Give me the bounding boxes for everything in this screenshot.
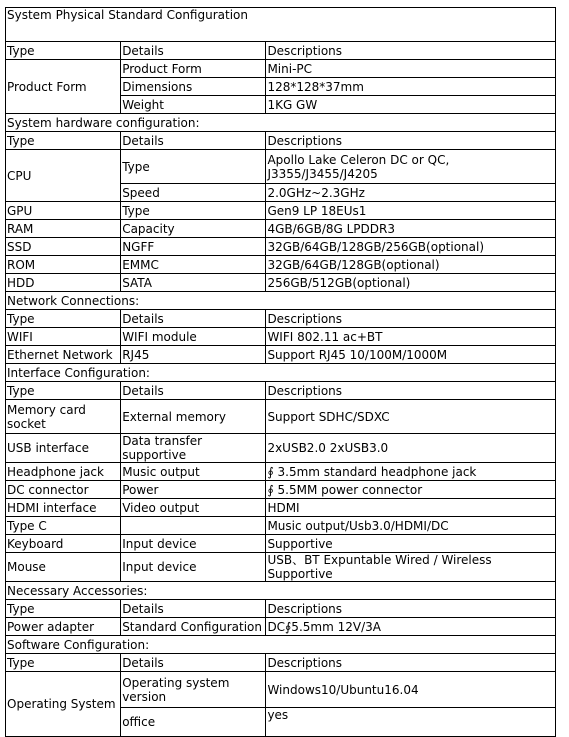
header-row: [6, 600, 556, 618]
spec-description: 2.0GHz~2.3GHz: [266, 184, 556, 202]
spec-detail: Data transfer supportive: [121, 434, 266, 463]
spec-row: [6, 672, 556, 708]
header-row: [6, 382, 556, 400]
spec-type: Product Form: [6, 60, 121, 114]
spec-type: HDMI interface: [6, 499, 121, 517]
spec-type: Headphone jack: [6, 463, 121, 481]
spec-row: [6, 274, 556, 292]
spec-detail: Music output: [121, 463, 266, 481]
spec-description: Windows10/Ubuntu16.04: [266, 672, 556, 708]
header-row: [6, 310, 556, 328]
spec-description: ∮ 5.5MM power connector: [266, 481, 556, 499]
spec-type: Mouse: [6, 553, 121, 582]
spec-type: Keyboard: [6, 535, 121, 553]
spec-detail: Weight: [121, 96, 266, 114]
spec-description: Gen9 LP 18EUs1: [266, 202, 556, 220]
spec-row: [6, 517, 556, 535]
descriptions-header: Descriptions: [266, 382, 556, 400]
spec-description: Support RJ45 10/100M/1000M: [266, 346, 556, 364]
section-heading: System hardware configuration:: [6, 114, 556, 132]
spec-row: [6, 535, 556, 553]
section-heading: Necessary Accessories:: [6, 582, 556, 600]
descriptions-header: Descriptions: [266, 310, 556, 328]
section-heading: Software Configuration:: [6, 636, 556, 654]
spec-description: yes: [266, 708, 556, 737]
details-header: Details: [121, 42, 266, 60]
header-row: [6, 132, 556, 150]
spec-type: CPU: [6, 150, 121, 202]
spec-description: DC∮5.5mm 12V/3A: [266, 618, 556, 636]
spec-type: Type C: [6, 517, 121, 535]
descriptions-header: Descriptions: [266, 654, 556, 672]
spec-detail: Input device: [121, 553, 266, 582]
spec-detail: Standard Configuration: [121, 618, 266, 636]
spec-row: [6, 499, 556, 517]
spec-row: [6, 256, 556, 274]
spec-type: Power adapter: [6, 618, 121, 636]
section-row: [6, 364, 556, 382]
section-heading: Interface Configuration:: [6, 364, 556, 382]
spec-type: USB interface: [6, 434, 121, 463]
details-header: Details: [121, 132, 266, 150]
spec-detail: NGFF: [121, 238, 266, 256]
spec-detail: EMMC: [121, 256, 266, 274]
details-header: Details: [121, 600, 266, 618]
spec-row: [6, 346, 556, 364]
spec-description: Music output/Usb3.0/HDMI/DC: [266, 517, 556, 535]
spec-row: [6, 400, 556, 434]
spec-description: 32GB/64GB/128GB(optional): [266, 256, 556, 274]
type-header: Type: [6, 382, 121, 400]
details-header: Details: [121, 382, 266, 400]
spec-detail: Dimensions: [121, 78, 266, 96]
spec-row: [6, 202, 556, 220]
spec-description: WIFI 802.11 ac+BT: [266, 328, 556, 346]
spec-description: HDMI: [266, 499, 556, 517]
spec-type: HDD: [6, 274, 121, 292]
spec-detail: Speed: [121, 184, 266, 202]
spec-description: Supportive: [266, 535, 556, 553]
spec-description: Support SDHC/SDXC: [266, 400, 556, 434]
spec-detail: Capacity: [121, 220, 266, 238]
spec-row: [6, 220, 556, 238]
spec-detail: WIFI module: [121, 328, 266, 346]
section-heading: Network Connections:: [6, 292, 556, 310]
spec-detail: office: [121, 708, 266, 737]
spec-type: GPU: [6, 202, 121, 220]
spec-detail: Power: [121, 481, 266, 499]
spec-row: [6, 60, 556, 78]
spec-type: Operating System: [6, 672, 121, 737]
spec-detail: Operating system version: [121, 672, 266, 708]
spec-detail: RJ45: [121, 346, 266, 364]
section-row: [6, 292, 556, 310]
spec-description: Mini-PC: [266, 60, 556, 78]
spec-table: [5, 7, 556, 737]
spec-detail: Video output: [121, 499, 266, 517]
spec-description: 1KG GW: [266, 96, 556, 114]
spec-type: Ethernet Network: [6, 346, 121, 364]
spec-row: [6, 553, 556, 582]
spec-description: 32GB/64GB/128GB/256GB(optional): [266, 238, 556, 256]
spec-row: [6, 150, 556, 184]
type-header: Type: [6, 310, 121, 328]
spec-row: [6, 481, 556, 499]
details-header: Details: [121, 654, 266, 672]
descriptions-header: Descriptions: [266, 42, 556, 60]
spec-description: USB、BT Expuntable Wired / Wireless Supportive: [266, 553, 556, 582]
spec-type: SSD: [6, 238, 121, 256]
spec-type: DC connector: [6, 481, 121, 499]
spec-description: ∮ 3.5mm standard headphone jack: [266, 463, 556, 481]
spec-row: [6, 463, 556, 481]
section-row: [6, 582, 556, 600]
spec-description: 2xUSB2.0 2xUSB3.0: [266, 434, 556, 463]
spec-row: [6, 618, 556, 636]
spec-description: 256GB/512GB(optional): [266, 274, 556, 292]
table-title: System Physical Standard Configuration: [6, 8, 556, 42]
type-header: Type: [6, 132, 121, 150]
spec-row: [6, 434, 556, 463]
spec-row: [6, 238, 556, 256]
type-header: Type: [6, 600, 121, 618]
title-row: [6, 8, 556, 42]
spec-detail: Type: [121, 202, 266, 220]
section-row: [6, 114, 556, 132]
descriptions-header: Descriptions: [266, 132, 556, 150]
header-row: [6, 654, 556, 672]
spec-description: 128*128*37mm: [266, 78, 556, 96]
spec-description: 4GB/6GB/8G LPDDR3: [266, 220, 556, 238]
details-header: Details: [121, 310, 266, 328]
spec-type: ROM: [6, 256, 121, 274]
spec-detail: Product Form: [121, 60, 266, 78]
spec-detail: SATA: [121, 274, 266, 292]
spec-detail: External memory: [121, 400, 266, 434]
type-header: Type: [6, 42, 121, 60]
section-row: [6, 636, 556, 654]
type-header: Type: [6, 654, 121, 672]
spec-type: Memory card socket: [6, 400, 121, 434]
header-row: [6, 42, 556, 60]
spec-description: Apollo Lake Celeron DC or QC, J3355/J3455/J4205: [266, 150, 556, 184]
spec-detail: Type: [121, 150, 266, 184]
spec-detail: [121, 517, 266, 535]
spec-detail: Input device: [121, 535, 266, 553]
spec-type: RAM: [6, 220, 121, 238]
descriptions-header: Descriptions: [266, 600, 556, 618]
spec-type: WIFI: [6, 328, 121, 346]
spec-row: [6, 328, 556, 346]
